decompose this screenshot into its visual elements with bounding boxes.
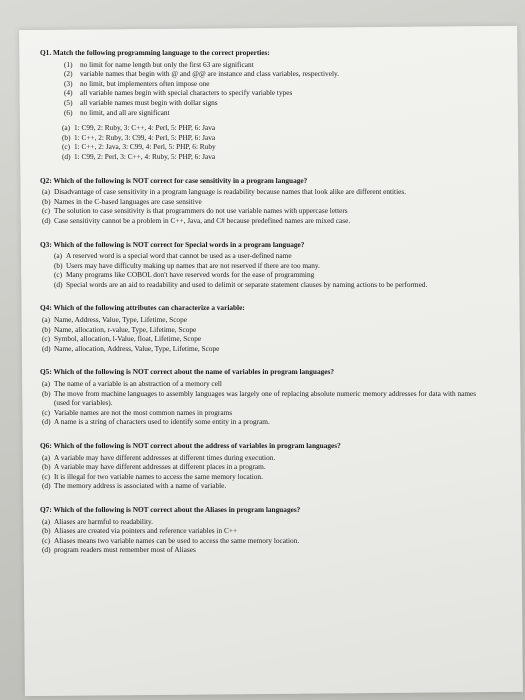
property-list bbox=[64, 60, 480, 118]
question-title: Q1. Match the following programming language to the correct properties: bbox=[40, 48, 270, 57]
property-item: (6) no limit, and all are significant bbox=[64, 107, 170, 117]
answer-option[interactable]: (b) Aliases are created via pointers and reference variables in C++ bbox=[42, 526, 238, 536]
answer-option[interactable]: (a) The name of a variable is an abstraction of a memory cell bbox=[42, 379, 222, 389]
answer-option[interactable]: (a) Aliases are harmful to readability. bbox=[42, 516, 154, 526]
answer-options bbox=[42, 453, 480, 491]
question-3 bbox=[40, 240, 480, 290]
question-2 bbox=[40, 176, 480, 226]
answer-option[interactable]: (c) Many programs like COBOL don't have reserved words for the ease of programming bbox=[54, 270, 315, 280]
property-item: (1) no limit for name length but only the first 63 are significant bbox=[64, 59, 254, 69]
answer-option[interactable]: (a) 1: C99, 2: Ruby, 3: C++, 4: Perl, 5: PHP, 6: Java bbox=[62, 123, 216, 133]
question-5 bbox=[40, 367, 480, 427]
answer-option[interactable]: (a) Disadvantage of case sensitivity in a program language is readability because names that look alike are different entities. bbox=[42, 187, 407, 197]
answer-option[interactable]: (a) A variable may have different addresses at different times during execution. bbox=[42, 452, 276, 462]
answer-option[interactable]: (c) 1: C++, 2: Java, 3: C99, 4: Perl, 5: PHP, 6: Ruby bbox=[62, 142, 216, 152]
answer-option[interactable]: (a) A reserved word is a special word that cannot be used as a user-defined name bbox=[54, 251, 292, 261]
answer-option[interactable]: (d) program readers must remember most of Aliases bbox=[42, 545, 196, 555]
answer-option[interactable]: (d) The memory address is associated with a name of variable. bbox=[42, 481, 227, 491]
property-item: (3) no limit, but implementers often impose one bbox=[64, 78, 210, 88]
question-title: Q4: Which of the following attributes can characterize a variable: bbox=[40, 303, 245, 313]
question-7 bbox=[40, 505, 480, 555]
question-sheet bbox=[40, 48, 480, 569]
answer-option[interactable]: (c) Symbol, allocation, l-Value, float, Lifetime, Scope bbox=[42, 334, 202, 344]
question-1 bbox=[40, 48, 480, 162]
question-title: Q3: Which of the following is NOT correct for Special words in a program language? bbox=[40, 239, 305, 249]
property-item: (2) variable names that begin with @ and @@ are instance and class variables, respectively. bbox=[64, 69, 339, 79]
answer-option[interactable]: (c) It is illegal for two variable names to access the same memory location. bbox=[42, 471, 263, 481]
question-title: Q6: Which of the following is NOT correct about the address of variables in program languages? bbox=[40, 441, 341, 450]
answer-option[interactable]: (d) A name is a string of characters used to identify some entity in a program. bbox=[42, 417, 270, 427]
answer-options bbox=[42, 315, 480, 353]
answer-option[interactable]: (b) A variable may have different addresses at different places in a program. bbox=[42, 462, 266, 472]
answer-option[interactable]: (b) Name, allocation, r-value, Type, Lifetime, Scope bbox=[42, 324, 197, 334]
question-4 bbox=[40, 303, 480, 353]
question-title: Q7: Which of the following is NOT correct about the Aliases in program languages? bbox=[40, 504, 301, 514]
answer-option[interactable]: (d) Special words are an aid to readability and used to delimit or separate statement clauses by naming actions to be performed. bbox=[54, 279, 428, 289]
property-item: (5) all variable names must begin with dollar signs bbox=[64, 97, 218, 107]
answer-option[interactable]: (c) The solution to case sensitivity is that programmers do not use variable names with uppercase letters bbox=[42, 206, 348, 216]
answer-option[interactable]: (c) Aliases means two variable names can be used to access the same memory location. bbox=[42, 535, 300, 545]
answer-option[interactable]: (d) Name, allocation, Address, Value, Type, Lifetime, Scope bbox=[42, 343, 220, 353]
answer-options bbox=[42, 187, 480, 225]
answer-option[interactable]: (b) Names in the C-based languages are case sensitive bbox=[42, 196, 202, 206]
answer-option[interactable]: (b) 1: C++, 2: Ruby, 3: C99, 4: Perl, 5: PHP, 6: Java bbox=[62, 132, 216, 142]
answer-option[interactable]: (a) Name, Address, Value, Type, Lifetime, Scope bbox=[42, 315, 187, 325]
answer-options bbox=[62, 123, 480, 161]
property-item: (4) all variable names begin with special characters to specify variable types bbox=[64, 88, 293, 98]
answer-option[interactable]: (d) 1: C99, 2: Perl, 3: C++, 4: Ruby, 5: PHP, 6: Java bbox=[62, 151, 216, 161]
answer-option[interactable]: (c) Variable names are not the most common names in programs bbox=[42, 407, 233, 417]
question-title: Q2: Which of the following is NOT correct for case sensitivity in a program language? bbox=[40, 175, 308, 185]
answer-options bbox=[42, 517, 480, 555]
answer-option[interactable]: (b) The move from machine languages to assembly languages was largely one of replacing absolute numeric memory addresses for data with names (used for variables). bbox=[42, 388, 477, 408]
answer-options bbox=[54, 251, 480, 289]
answer-option[interactable]: (b) Users may have difficulty making up names that are not reserved if there are too many. bbox=[54, 260, 320, 270]
question-6 bbox=[40, 441, 480, 491]
answer-options bbox=[42, 379, 480, 427]
question-title: Q5: Which of the following is NOT correct about the name of variables in program languages? bbox=[40, 367, 334, 377]
answer-option[interactable]: (d) Case sensitivity cannot be a problem in C++, Java, and C# because predefined names are mixed case. bbox=[42, 215, 351, 225]
